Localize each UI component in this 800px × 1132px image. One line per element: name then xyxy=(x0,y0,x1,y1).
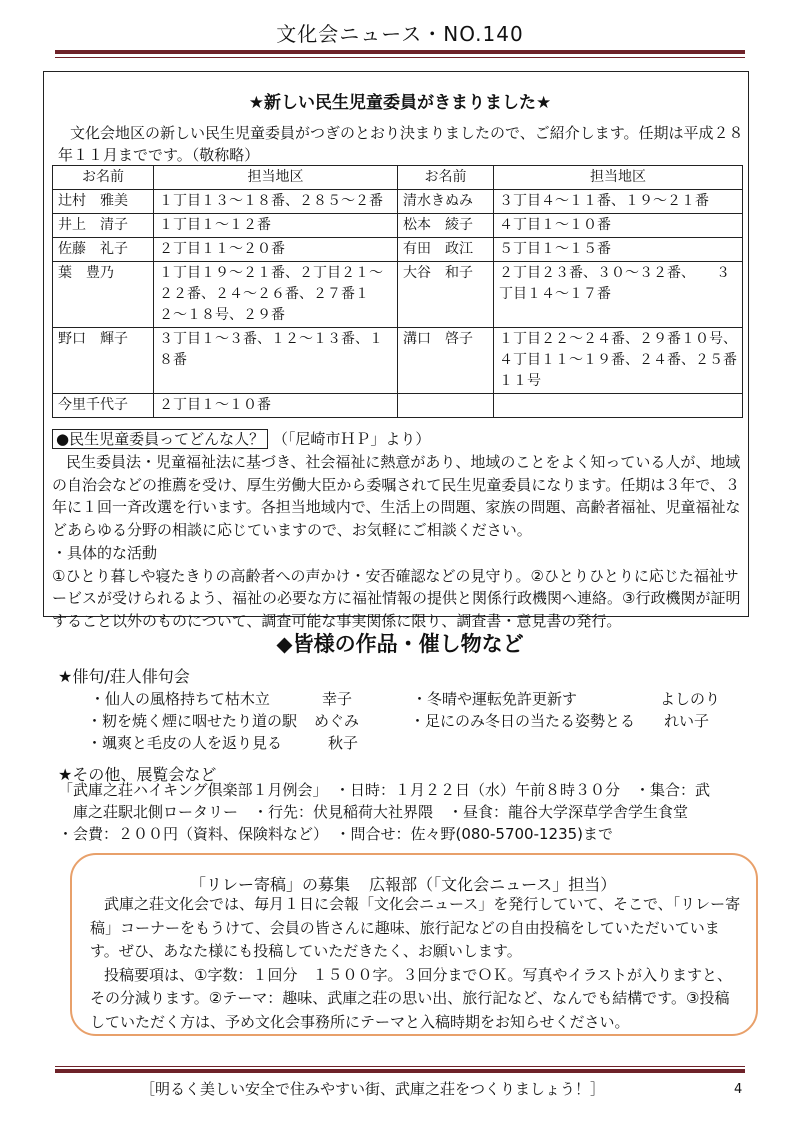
footer-rule xyxy=(55,1069,745,1073)
member-name xyxy=(398,394,494,418)
table-row xyxy=(53,238,743,262)
haiku-heading: ★俳句/荘人俳句会 xyxy=(58,667,190,686)
member-name: 野口 輝子 xyxy=(53,328,154,394)
relay-paragraph: 投稿要項は、①字数：１回分 １５００字。３回分までＯＫ。写真やイラストが入りますと、その分減ります。②テーマ：趣味、武庫之荘の思い出、旅行記など、なんでも結構です。③投稿していただく方は、予め文化会事務所にテーマと入稿時期をお知らせください。 xyxy=(90,965,733,1031)
member-name: 井上 清子 xyxy=(53,214,154,238)
page-title: 文化会ニュース・NO.140 xyxy=(276,22,524,46)
table-row xyxy=(53,214,743,238)
activities-text: ①ひとり暮しや寝たきりの高齢者への声かけ・安否確認などの見守り。②ひとりひとりに応じた福祉サービスが受けられるよう、福祉の必要な方に福祉情報の提供と関係行政機関へ連絡。③行政機関が証明すること以外のものについて、調査可能な事実関係に限り、調査書・意見書の発行。 xyxy=(52,566,741,630)
haiku-text: ・籾を焼く煙に咽せたり道の駅 xyxy=(87,712,298,730)
member-name: 松本 綾子 xyxy=(398,214,494,238)
page-number: 4 xyxy=(734,1082,743,1097)
events-heading: ★その他、展覧会など xyxy=(58,765,217,784)
table-row xyxy=(53,394,743,418)
event-line: 「武庫之荘ハイキング倶楽部１月例会」 ・日時：１月２２日（水）午前８時３０分 ・集合：武 xyxy=(58,781,711,799)
committee-title: ★新しい民生児童委員がきまりました★ xyxy=(248,93,552,113)
table-row xyxy=(53,328,743,394)
member-area: １丁目１９〜２１番、２丁目２１〜２２番、２４〜２６番、２７番１２〜１８号、２９番 xyxy=(154,262,398,328)
relay-title: 「リレー寄稿」の募集 xyxy=(190,875,351,894)
relay-body xyxy=(90,893,742,1034)
member-area: ２丁目１１〜２０番 xyxy=(154,238,398,262)
member-name: 大谷 和子 xyxy=(398,262,494,328)
committee-table xyxy=(52,165,743,418)
member-area: １丁目２２〜２４番、２９番１０号、４丁目１１〜１９番、２４番、２５番１１号 xyxy=(494,328,743,394)
member-name: 佐藤 礼子 xyxy=(53,238,154,262)
column-header-name: お名前 xyxy=(53,166,154,190)
member-area xyxy=(494,394,743,418)
member-area: １丁目１３〜１８番、２８５〜２番 xyxy=(154,190,398,214)
question-text: 民生委員法・児童福祉法に基づき、社会福祉に熱意があり、地域のことをよく知っている人が、地域の自治会などの推薦を受け、厚生労働大臣から委嘱されて民生児童委員になります。任期は３年で、３年に１回一斉改選を行います。各担当地域内で、生活上の問題、家族の問題、高齢者福祉、児童福祉などあらゆる分野の相談に応じていますので、お気軽にご相談ください。 xyxy=(52,453,741,540)
table-header-row xyxy=(53,166,743,190)
member-area: ３丁目１〜３番、１２〜１３番、１８番 xyxy=(154,328,398,394)
event-hiking xyxy=(58,779,778,845)
footer-slogan: ［明るく美しい安全で住みやすい街、武庫之荘をつくりましょう！］ xyxy=(140,1080,606,1098)
haiku-author: 秋子 xyxy=(328,734,359,752)
member-area: ２丁目１〜１０番 xyxy=(154,394,398,418)
member-name: 今里千代子 xyxy=(53,394,154,418)
haiku-text: ・仙人の風格持ちて枯木立 xyxy=(90,690,270,708)
question-source: （「尼崎市ＨＰ」より） xyxy=(272,430,431,448)
haiku-text: ・冬晴や運転免許更新す xyxy=(412,690,578,708)
table-row xyxy=(53,262,743,328)
relay-dept: 広報部（「文化会ニュース」担当） xyxy=(369,875,617,894)
member-name: 清水きぬみ xyxy=(398,190,494,214)
member-name: 溝口 啓子 xyxy=(398,328,494,394)
table-row xyxy=(53,190,743,214)
relay-heading xyxy=(190,872,616,895)
committee-intro: 文化会地区の新しい民生児童委員がつぎのとおり決まりましたので、ご紹介します。任期は平成２８年１１月までです。（敬称略） xyxy=(58,124,744,164)
column-header-area: 担当地区 xyxy=(494,166,743,190)
member-area: １丁目１〜１２番 xyxy=(154,214,398,238)
haiku-text: ・颯爽と毛皮の人を返り見る xyxy=(87,734,283,752)
relay-paragraph: 武庫之荘文化会では、毎月１日に会報「文化会ニュース」を発行していて、そこで、「リレー寄稿」コーナーをもうけて、会員の皆さんに趣味、旅行記などの自由投稿をしていただいています。ぜひ、あなた様にも投稿していただきたく、お願いします。 xyxy=(90,895,741,960)
question-body xyxy=(52,451,744,633)
haiku-text: ・足にのみ冬日の当たる姿勢とる xyxy=(410,712,636,730)
member-name: 辻村 雅美 xyxy=(53,190,154,214)
header-rule xyxy=(55,50,745,54)
member-name: 有田 政江 xyxy=(398,238,494,262)
question-label: ●民生児童委員ってどんな人？ xyxy=(52,429,268,449)
haiku-author: よしのり xyxy=(660,690,721,708)
works-title: ◆皆様の作品・催し物など xyxy=(276,632,524,656)
haiku-author: れい子 xyxy=(664,712,710,730)
member-area: ２丁目２３番、３０〜３２番、 ３丁目１４〜１７番 xyxy=(494,262,743,328)
header-rule-thin xyxy=(55,57,745,58)
member-area: ３丁目４〜１１番、１９〜２１番 xyxy=(494,190,743,214)
member-name: 葉 豊乃 xyxy=(53,262,154,328)
footer-rule-thin xyxy=(55,1066,745,1067)
column-header-area: 担当地区 xyxy=(154,166,398,190)
haiku-author: めぐみ xyxy=(314,712,360,730)
activities-heading: ・具体的な活動 xyxy=(52,543,158,562)
haiku-author: 幸子 xyxy=(322,690,353,708)
member-area: ５丁目１〜１５番 xyxy=(494,238,743,262)
event-line: ・会費：２００円（資料、保険料など） ・問合せ：佐々野(080-5700-1235)まで xyxy=(58,825,614,843)
event-line: 庫之荘駅北側ロータリー ・行先：伏見稲荷大社界隈 ・昼食：龍谷大学深草学舎学生食堂 xyxy=(58,803,689,821)
column-header-name: お名前 xyxy=(398,166,494,190)
question-heading xyxy=(52,428,430,449)
member-area: ４丁目１〜１０番 xyxy=(494,214,743,238)
